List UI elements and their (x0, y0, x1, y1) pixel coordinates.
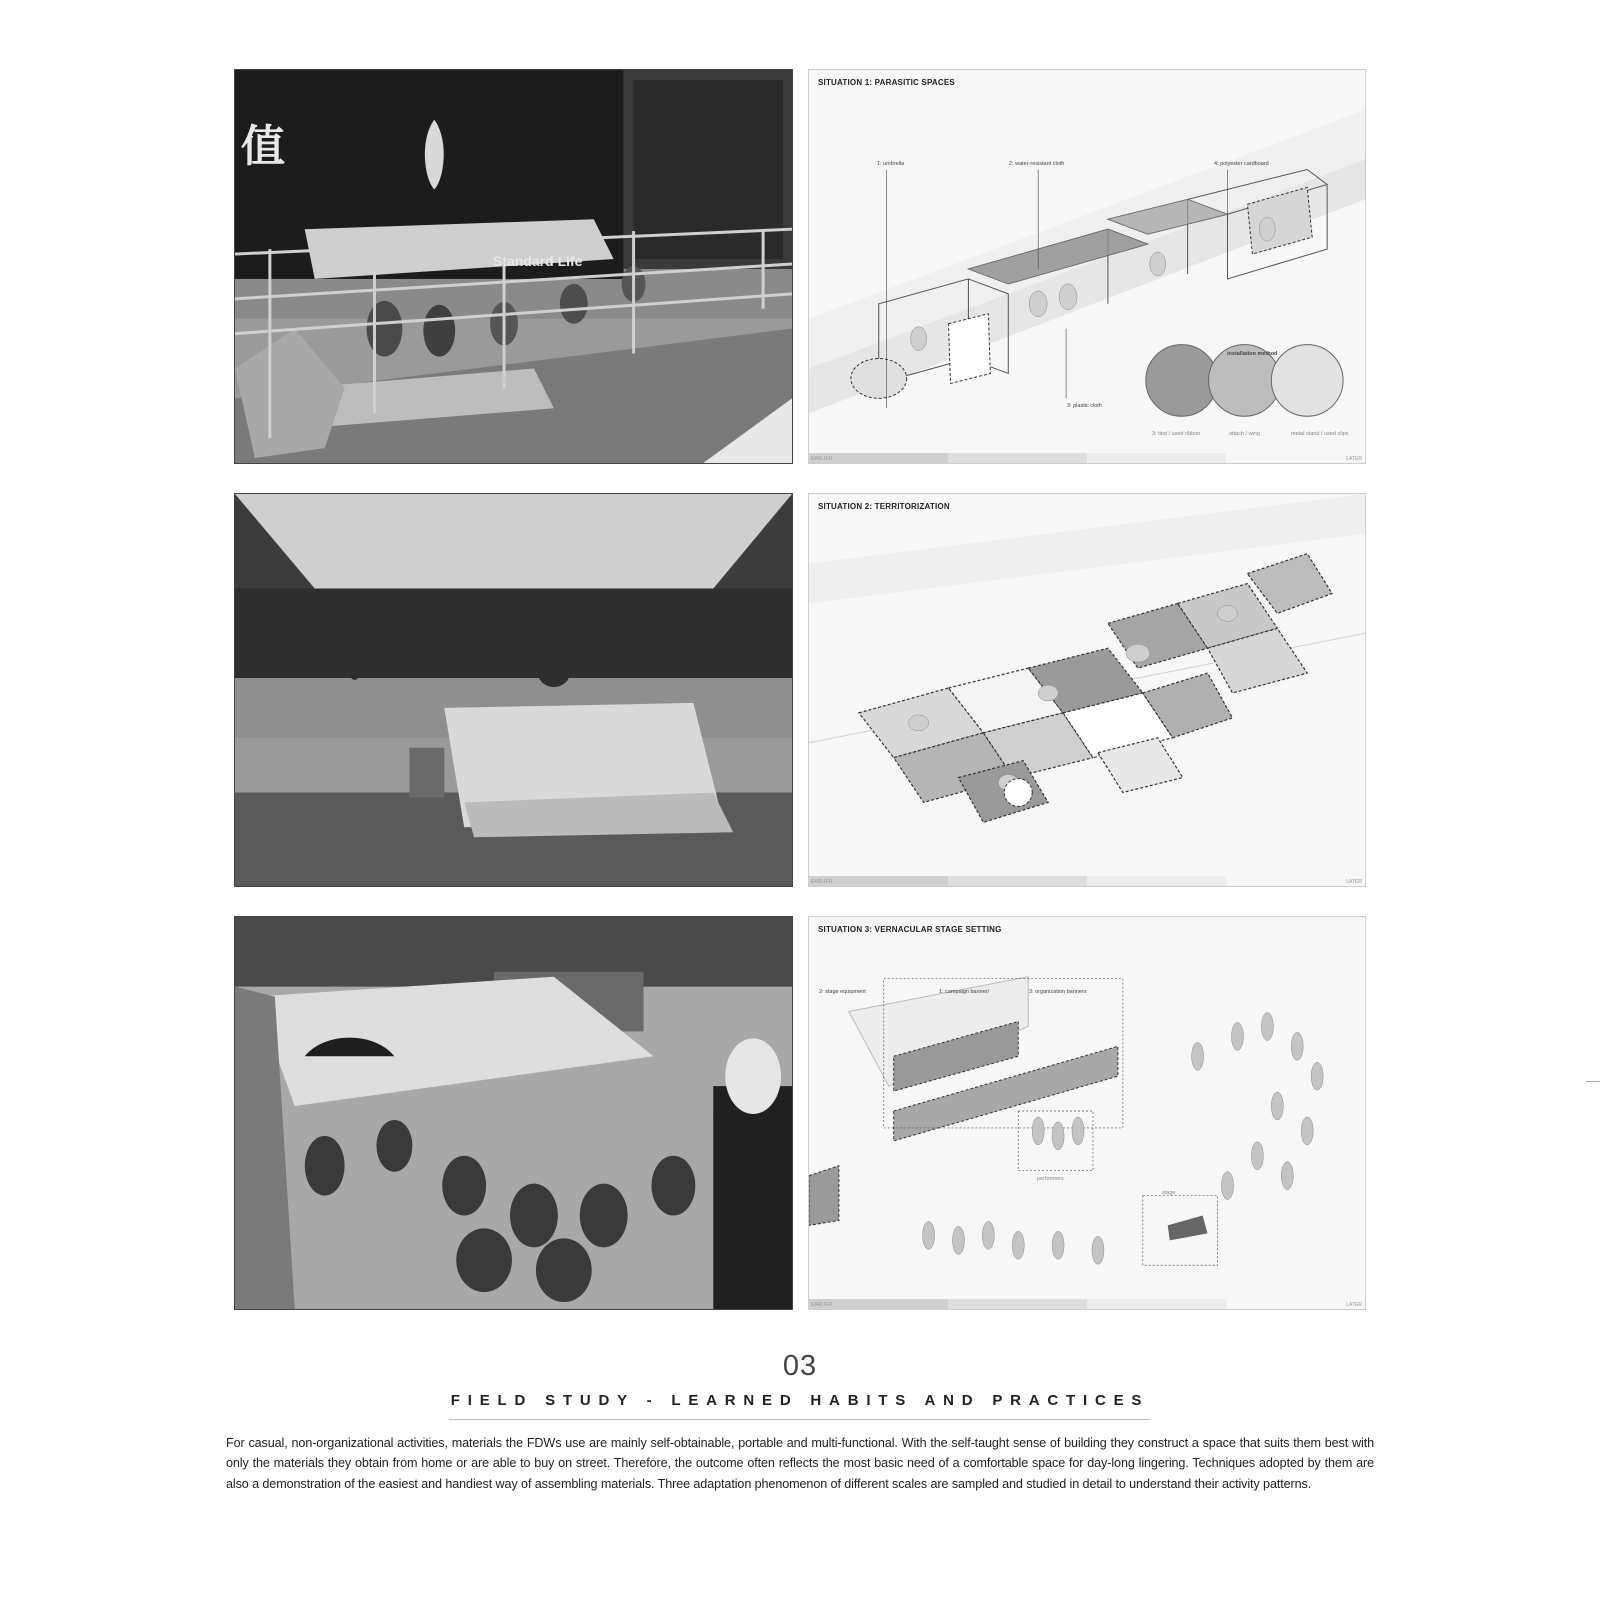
section-body-text: For casual, non-organizational activities, materials the FDWs use are mainly self-obtainable, portable and multi-functional. With the self-taught sense of building they construct a space that suits them best with only the materials they obtain from home or are able to buy on street. Therefore, the outcome often reflects the most basic need of a comfortable space for day-long lingering. Techniques adopted by them are also a demonstration of the easiest and handiest way of assembling materials. Three adaptation phenomenon of different scales are sampled and studied in detail to understand their activity patterns. (226, 1436, 1374, 1491)
label-performers: performers (1037, 1176, 1064, 1182)
photo-territorization-image (235, 494, 792, 886)
page-edge-mark (1586, 1081, 1600, 1082)
situation-1-title: SITUATION 1: PARASITIC SPACES (818, 78, 955, 87)
drawing-parasitic-spaces (808, 69, 1366, 464)
drawing-stage-setting (808, 916, 1366, 1310)
timeline-later: LATER (1346, 1302, 1362, 1308)
label-stage: stage (1162, 1190, 1176, 1196)
photo-territorization (234, 493, 793, 887)
label-plastic-cloth: 3: plastic cloth (1067, 403, 1102, 409)
timeline-earlier: EARLIER (811, 456, 833, 462)
situation-2-title: SITUATION 2: TERRITORIZATION (818, 502, 950, 511)
timeline-earlier: EARLIER (811, 879, 833, 885)
label-installation-method: installation method (1227, 351, 1278, 357)
timeline-earlier: EARLIER (811, 1302, 833, 1308)
label-campaign-banner: 1: campaign banner/ (939, 989, 990, 995)
section-title: FIELD STUDY - LEARNED HABITS AND PRACTICES (450, 1392, 1150, 1409)
timeline-bar (809, 1299, 1365, 1309)
label-umbrella: 1: umbrella (877, 161, 905, 167)
title-divider (449, 1419, 1150, 1420)
timeline-later: LATER (1346, 879, 1362, 885)
photo-stage-setting (234, 916, 793, 1310)
inset-caption-1: 3: tied / used ribbon (1152, 431, 1201, 437)
section-number: 03 (782, 1350, 818, 1382)
axonometric-stage-setting (809, 917, 1365, 1309)
inset-caption-3: metal stand / used clips (1291, 431, 1349, 437)
situation-3-title: SITUATION 3: VERNACULAR STAGE SETTING (818, 925, 1002, 934)
timeline-later: LATER (1346, 456, 1362, 462)
banner-text: Standard Life (493, 253, 583, 269)
photo-parasitic-spaces (234, 69, 793, 464)
label-stage-equipment: 2: stage equipment (819, 989, 866, 995)
timeline-bar (809, 876, 1365, 886)
axonometric-territorization (809, 494, 1365, 886)
label-organization-banners: 3: organization banners (1029, 989, 1087, 995)
drawing-territorization (808, 493, 1366, 887)
photo-stage-setting-image (235, 917, 792, 1309)
label-polyester-cardboard: 4: polyester cardboard (1214, 161, 1269, 167)
sign-glyph: 值 (241, 121, 285, 172)
timeline-bar (809, 453, 1365, 463)
inset-caption-2: attach / wing (1229, 431, 1260, 437)
label-water-resistant-cloth: 2: water-resistant cloth (1009, 161, 1065, 167)
